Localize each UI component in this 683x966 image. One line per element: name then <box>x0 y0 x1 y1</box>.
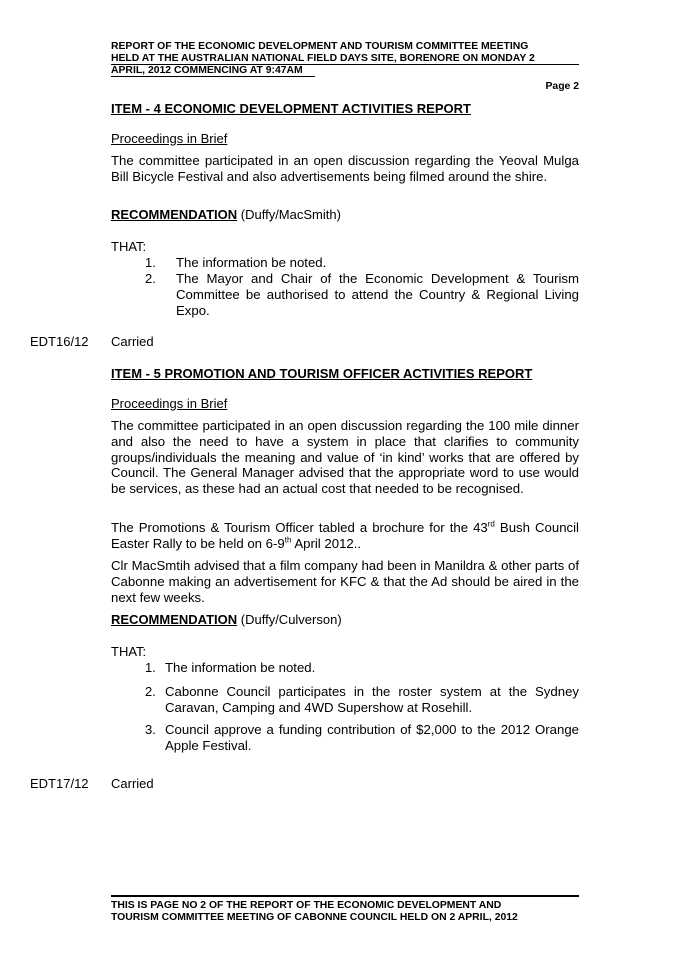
item-4-list-number-2: 2. <box>145 271 156 286</box>
ordinal-suffix-th: th <box>284 535 292 545</box>
report-header-line-1: REPORT OF THE ECONOMIC DEVELOPMENT AND TOURISM COMMITTEE MEETING <box>111 41 529 52</box>
item-4-heading: ITEM - 4 ECONOMIC DEVELOPMENT ACTIVITIES REPORT <box>111 101 471 116</box>
item-5-resolution-number: EDT17/12 <box>30 776 89 791</box>
header-underline <box>111 64 579 65</box>
page-number: Page 2 <box>545 81 579 92</box>
report-header-line-2: HELD AT THE AUSTRALIAN NATIONAL FIELD DAYS SITE, BORENORE ON MONDAY 2 <box>111 53 535 64</box>
recommendation-label: RECOMMENDATION <box>111 612 238 627</box>
item-5-list-text-1: The information be noted. <box>165 660 316 675</box>
report-header-line-3: APRIL, 2012 COMMENCING AT 9:47AM <box>111 65 303 76</box>
item-4-resolution-number: EDT16/12 <box>30 334 89 349</box>
paragraph-2-text-b: Bush Council Easter Rally to be held on 6-9 <box>111 520 579 551</box>
paragraph-2-text-c: April 2012.. <box>291 535 362 551</box>
item-5-paragraph-1: The committee participated in an open discussion regarding the 100 mile dinner and also the need to have a system in place that clarifies to community groups/individuals the meaning and value of ‘in kind’ works that are offered by Council. The General Manager advised that the appropriate word to use would be services, as these had an actual cost that needed to be recognised. <box>111 418 579 497</box>
recommendation-label: RECOMMENDATION <box>111 207 238 222</box>
recommendation-movers: (Duffy/Culverson) <box>237 612 342 627</box>
header-underline-short <box>111 76 315 77</box>
item-5-list-number-3: 3. <box>145 722 156 737</box>
footer-rule <box>111 895 579 897</box>
footer-line-2: TOURISM COMMITTEE MEETING OF CABONNE COUNCIL HELD ON 2 APRIL, 2012 <box>111 912 518 923</box>
item-4-subheading: Proceedings in Brief <box>111 131 228 146</box>
item-5-carried: Carried <box>111 776 154 791</box>
paragraph-2-text-a: The Promotions & Tourism Officer tabled a brochure for the 43 <box>111 520 488 535</box>
item-5-list-text-3: Council approve a funding contribution of $2,000 to the 2012 Orange Apple Festival. <box>165 722 579 753</box>
item-4-paragraph: The committee participated in an open discussion regarding the Yeoval Mulga Bill Bicycle Festival and also advertisements being filmed around the shire. <box>111 153 579 184</box>
item-5-paragraph-2 <box>111 520 579 552</box>
item-5-list-text-2: Cabonne Council participates in the roster system at the Sydney Caravan, Camping and 4WD Supershow at Rosehill. <box>165 684 579 715</box>
item-4-list-number-1: 1. <box>145 255 156 270</box>
ordinal-suffix-rd: rd <box>487 519 495 529</box>
item-5-recommendation <box>111 612 342 627</box>
item-4-carried: Carried <box>111 334 154 349</box>
item-4-list-text-1: The information be noted. <box>176 255 327 270</box>
item-5-list-number-1: 1. <box>145 660 156 675</box>
item-4-recommendation <box>111 207 341 222</box>
item-5-heading: ITEM - 5 PROMOTION AND TOURISM OFFICER ACTIVITIES REPORT <box>111 366 533 381</box>
item-5-that: THAT: <box>111 644 147 659</box>
item-4-that: THAT: <box>111 239 147 254</box>
page-footer <box>111 900 579 924</box>
item-5-list-number-2: 2. <box>145 684 156 699</box>
footer-line-1: THIS IS PAGE NO 2 OF THE REPORT OF THE ECONOMIC DEVELOPMENT AND <box>111 900 502 911</box>
item-5-paragraph-3: Clr MacSmtih advised that a film company had been in Manildra & other parts of Cabonne making an advertisement for KFC & that the Ad should be aired in the next few weeks. <box>111 558 579 605</box>
item-5-subheading: Proceedings in Brief <box>111 396 228 411</box>
item-4-list-text-2: The Mayor and Chair of the Economic Development & Tourism Committee be authorised to attend the Country & Regional Living Expo. <box>176 271 579 318</box>
recommendation-movers: (Duffy/MacSmith) <box>237 207 341 222</box>
